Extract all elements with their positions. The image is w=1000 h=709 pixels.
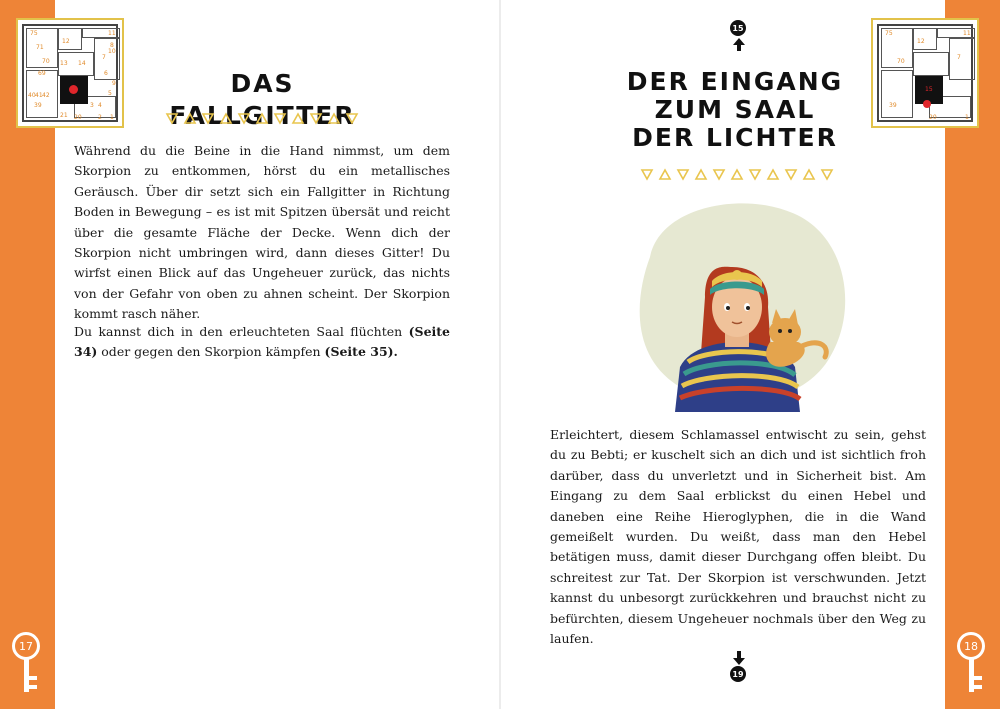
to-page-badge: 19	[730, 666, 746, 682]
triangle-pattern-icon	[640, 168, 836, 182]
page-number-key-right	[957, 632, 987, 694]
page-title-left: DAS FALLGITTER	[169, 69, 356, 130]
minimap-current-room: 15	[925, 86, 933, 93]
story-paragraph-right: Erleichtert, diesem Schlamassel entwischt zu sein, gehst du zu Bebti; er kuschelt sich an dich und ist sichtlich froh darüber, dass du unverletzt und in Sicherheit bist. Am Eingang zu dem Saal erblickst du einen Hebel und daneben eine Reihe Hieroglyphen, die in die Wand gemeißelt wurden. Du weißt, dass man den Hebel betätigen muss, damit dieser Durchgang offen bleibt. Du schreitest zur Tat. Der Skorpion ist verschwunden. Jetzt kannst du unbesorgt zurückkehren und brauchst nicht zu befürchten, diesem Ungeheuer nochmals über den Weg zu laufen.	[550, 427, 926, 647]
to-page-marker[interactable]	[730, 650, 748, 682]
page-title-right: DER EINGANG ZUM SAAL DER LICHTER	[626, 67, 844, 152]
choice-link-page-34[interactable]: (Seite 34)	[74, 324, 450, 360]
egyptian-girl-with-cat-illustration	[620, 197, 855, 412]
dungeon-minimap-left: 75 71 12 11 70 13 14 7 69 6 40 41 42 39 21 20 3 4 5 1 2 8 9 10	[16, 18, 124, 128]
dungeon-minimap-right: 15 75 12 11 70 7 39 20 1	[871, 18, 979, 128]
book-gutter	[499, 0, 501, 709]
page-number-key-left	[12, 632, 42, 694]
choice-paragraph-left: Du kannst dich in den erleuchteten Saal flüchten (Seite 34) oder gegen den Skorpion kämpfen (Seite 35).	[74, 324, 450, 360]
story-paragraph-left: Während du die Beine in die Hand nimmst, um dem Skorpion zu entkommen, hörst du ein metallisches Geräusch. Über dir setzt sich ein Fallgitter in Richtung Boden in Bewegung – es ist mit Spitzen übersät und reicht über die gesamte Fläche der Decke. Wenn dich der Skorpion nicht umbringen wird, dann dieses Gitter! Du wirfst einen Blick auf das Ungeheuer zurück, das nichts von der Gefahr von oben zu ahnen scheint. Der Skorpion kommt rasch näher.	[74, 143, 450, 322]
triangle-pattern-icon	[165, 112, 361, 126]
page-number-left: 17	[12, 632, 40, 660]
triangle-divider-right	[640, 168, 836, 182]
page-number-right: 18	[957, 632, 985, 660]
choice-link-page-35[interactable]: (Seite 35).	[324, 344, 398, 360]
arrow-down-icon	[731, 650, 747, 666]
from-page-badge: 15	[730, 20, 746, 36]
arrow-up-icon	[731, 36, 747, 52]
triangle-divider-left	[165, 112, 361, 126]
from-page-marker	[730, 20, 748, 52]
